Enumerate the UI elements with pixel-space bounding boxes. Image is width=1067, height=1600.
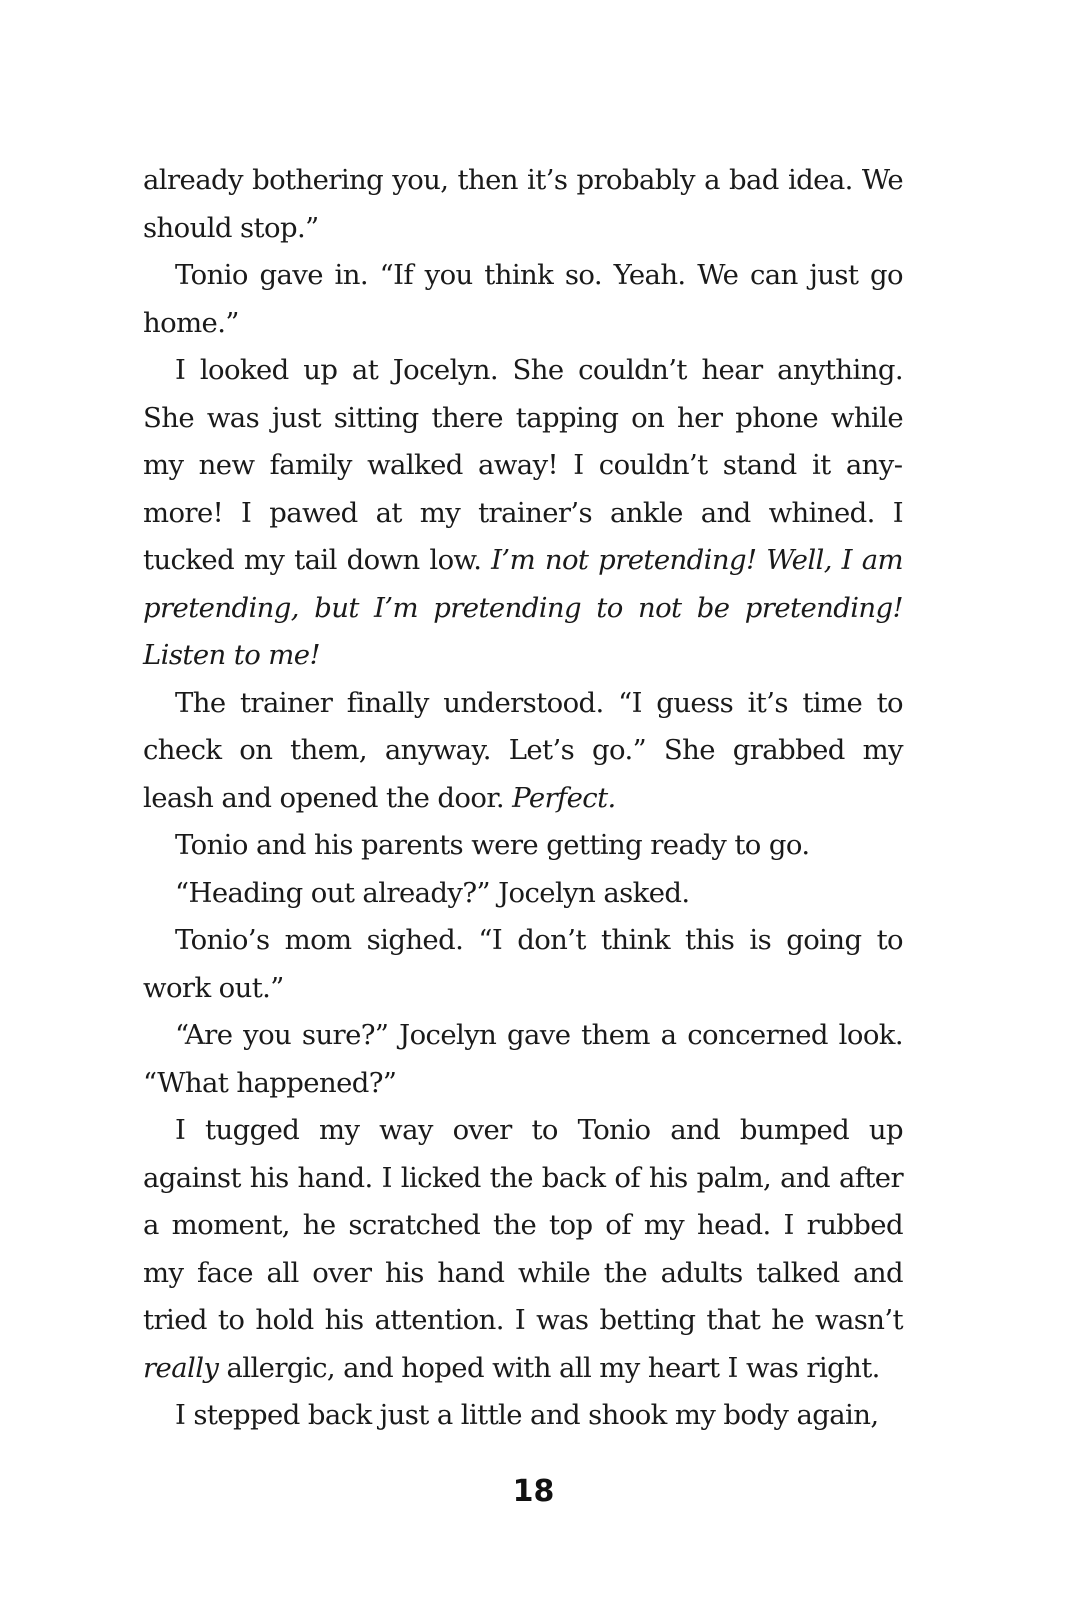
paragraph: Tonio and his parents were getting ready to go. xyxy=(175,829,810,861)
paragraph: “Are you sure?” Jocelyn gave them a concerned look. “What happened?” xyxy=(143,1019,903,1099)
paragraph: already bothering you, then it’s probably a bad idea. We should stop.” xyxy=(143,164,903,244)
body-text xyxy=(143,157,903,1440)
paragraph: I stepped back just a little and shook my body again, xyxy=(175,1399,879,1431)
italic-emphasis: really xyxy=(143,1351,219,1384)
italic-thought: I’m not pretending! Well, I am pretending, but I’m pretending to not be pretending! Listen to me! xyxy=(143,544,903,671)
paragraph: I looked up at Jocelyn. She couldn’t hear anything. She was just sitting there tapping on her phone while my new family walked away! I couldn’t stand it anymore! I pawed at my trainer’s ankle and whined. I tucked my tail down low. I’m not pretending! Well, I am pretending, but I’m pretending to not be pretending! Listen to me! xyxy=(143,354,903,671)
italic-thought: Perfect. xyxy=(512,781,616,814)
paragraph: Tonio’s mom sighed. “I don’t think this is going to work out.” xyxy=(143,924,903,1004)
paragraph: The trainer finally understood. “I guess it’s time to check on them, anyway. Let’s go.” She grabbed my leash and opened the door. Perfect. xyxy=(143,686,903,814)
paragraph: “Heading out already?” Jocelyn asked. xyxy=(175,876,690,909)
paragraph: Tonio gave in. “If you think so. Yeah. We can just go home.” xyxy=(143,259,903,339)
page-number: 18 xyxy=(512,1474,555,1509)
paragraph: I tugged my way over to Tonio and bumped up against his hand. I licked the back of his palm, and after a moment, he scratched the top of my head. I rubbed my face all over his hand while the adults talked and tried to hold his attention. I was betting that he wasn’t really allergic, and hoped with all my heart I was right. xyxy=(143,1114,903,1384)
